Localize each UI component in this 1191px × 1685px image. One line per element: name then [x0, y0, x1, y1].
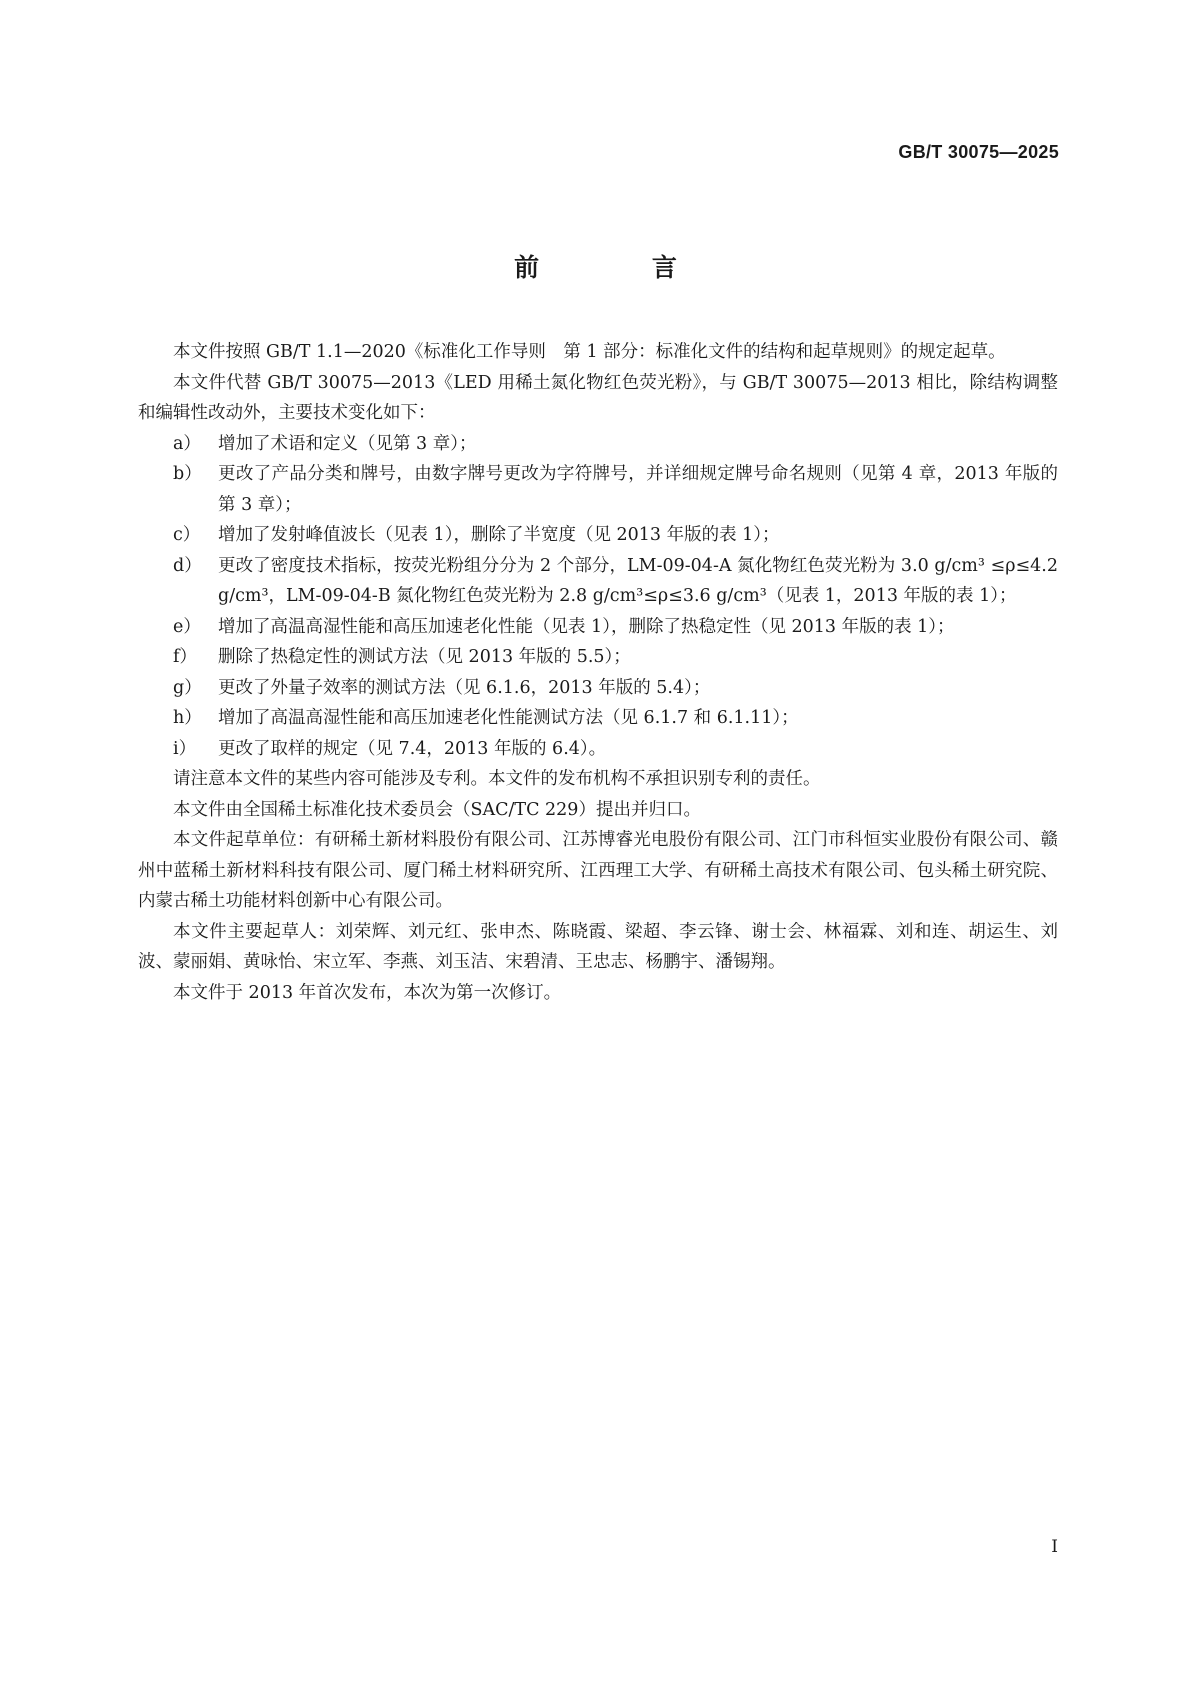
paragraph-history: 本文件于 2013 年首次发布，本次为第一次修订。 — [173, 982, 562, 1003]
change-item-text: 更改了取样的规定（见 7.4，2013 年版的 6.4）。 — [218, 738, 607, 759]
paragraph-proposer: 本文件由全国稀土标准化技术委员会（SAC/TC 229）提出并归口。 — [173, 799, 701, 820]
change-item-text: 增加了高温高湿性能和高压加速老化性能（见表 1），删除了热稳定性（见 2013 年版的表 1）； — [218, 616, 955, 637]
change-item-mark: c） — [173, 525, 201, 545]
change-item — [138, 459, 1058, 520]
change-item-mark: f） — [173, 647, 197, 667]
change-item — [138, 703, 1058, 734]
change-item-mark: g） — [173, 677, 202, 698]
change-item-text: 增加了术语和定义（见第 3 章）； — [218, 433, 477, 454]
change-item — [138, 551, 1058, 612]
change-item-text: 更改了外量子效率的测试方法（见 6.1.6，2013 年版的 5.4）； — [218, 677, 711, 698]
change-item-mark: h） — [173, 708, 202, 728]
paragraph-drafting-rules: 本文件按照 GB/T 1.1—2020《标准化工作导则 第 1 部分：标准化文件的结构和起草规则》的规定起草。 — [173, 342, 1006, 362]
foreword-body — [138, 337, 1058, 1008]
change-item-mark: d） — [173, 555, 202, 576]
change-item-mark: e） — [173, 616, 201, 637]
change-item-text: 更改了密度技术指标，按荧光粉组分分为 2 个部分，LM-09-04-A 氮化物红色荧光粉为 3.0 g/cm³ ≤ρ≤4.2 g/cm³，LM-09-04-B 氮化物红色荧光粉为 2.8 g/cm³≤ρ≤3.6 g/cm³（见表 1，2013 年版的表 1）； — [218, 555, 1058, 606]
paragraph-drafters: 本文件主要起草人：刘荣辉、刘元红、张申杰、陈晓霞、梁超、李云锋、谢士会、林福霖、刘和连、胡运生、刘波、蒙丽娟、黄咏怡、宋立军、李燕、刘玉洁、宋碧清、王忠志、杨鹏宇、潘锡翔。 — [138, 921, 1058, 972]
change-item — [138, 734, 1058, 765]
page-title: 前 言 — [514, 253, 729, 282]
change-item-mark: a） — [173, 433, 201, 454]
change-item — [138, 520, 1058, 551]
change-item-mark: i） — [173, 738, 197, 759]
standard-code: GB/T 30075—2025 — [898, 142, 1059, 162]
change-item — [138, 673, 1058, 704]
change-item-mark: b） — [173, 464, 202, 484]
change-item-text: 更改了产品分类和牌号，由数字牌号更改为字符牌号，并详细规定牌号命名规则（见第 4 章，2013 年版的第 3 章）； — [218, 464, 1058, 515]
paragraph-drafting-units: 本文件起草单位：有研稀土新材料股份有限公司、江苏博睿光电股份有限公司、江门市科恒实业股份有限公司、赣州中蓝稀土新材料科技有限公司、厦门稀土材料研究所、江西理工大学、有研稀土高技术有限公司、包头稀土研究院、内蒙古稀土功能材料创新中心有限公司。 — [138, 830, 1058, 911]
change-item-text: 增加了高温高湿性能和高压加速老化性能测试方法（见 6.1.7 和 6.1.11）； — [218, 708, 799, 728]
change-item — [138, 612, 1058, 643]
paragraph-replacement: 本文件代替 GB/T 30075—2013《LED 用稀土氮化物红色荧光粉》，与 GB/T 30075—2013 相比，除结构调整和编辑性改动外，主要技术变化如下： — [138, 372, 1058, 423]
change-item-text: 删除了热稳定性的测试方法（见 2013 年版的 5.5）； — [218, 647, 631, 667]
change-item-text: 增加了发射峰值波长（见表 1），删除了半宽度（见 2013 年版的表 1）； — [218, 525, 780, 545]
change-item — [138, 642, 1058, 673]
page-number: I — [1051, 1537, 1058, 1557]
change-item — [138, 429, 1058, 460]
paragraph-patent-notice: 请注意本文件的某些内容可能涉及专利。本文件的发布机构不承担识别专利的责任。 — [173, 769, 821, 789]
